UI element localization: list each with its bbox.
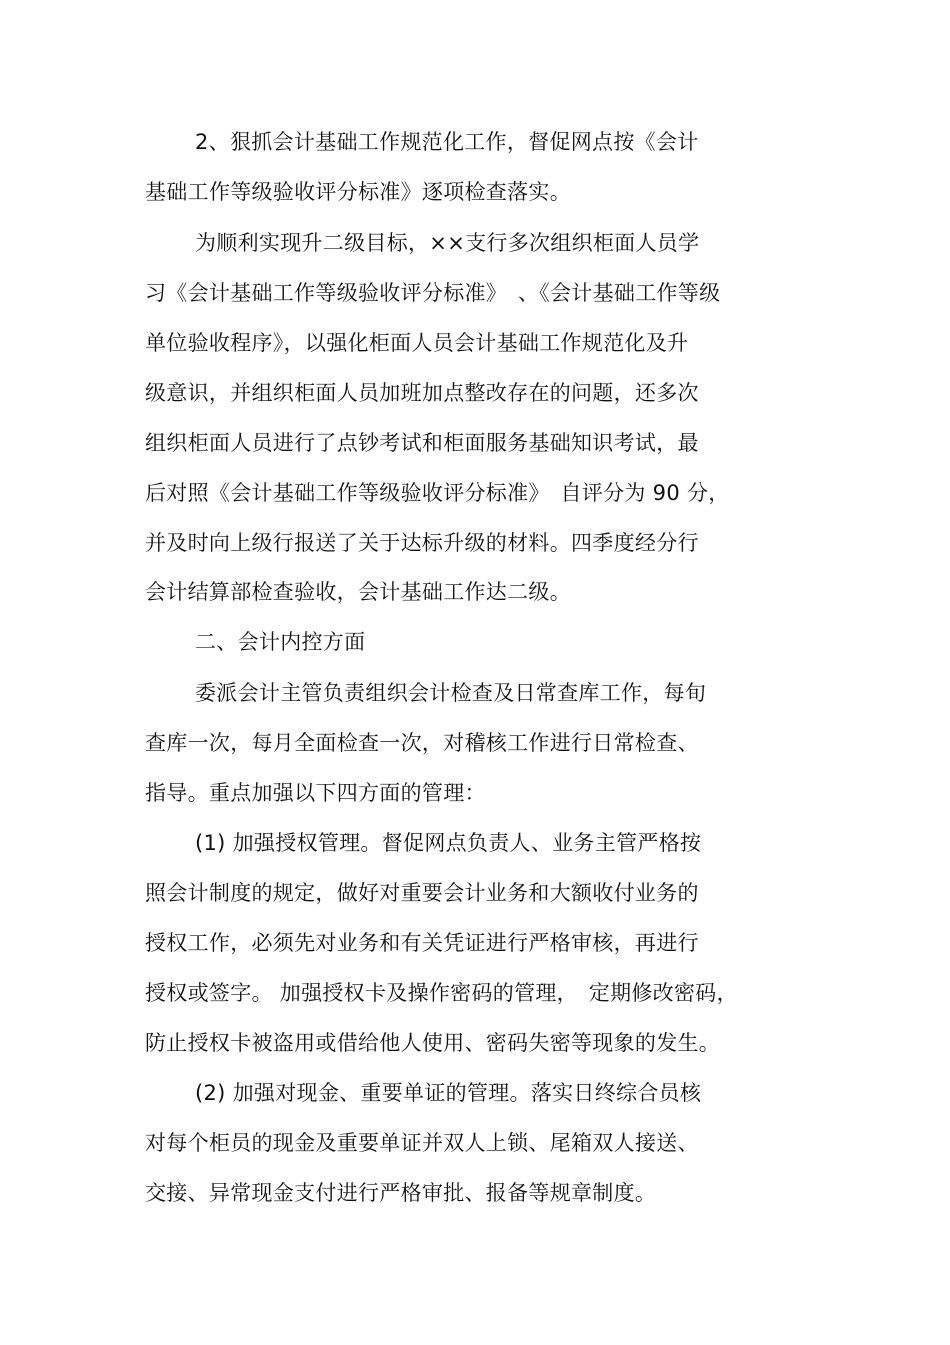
text-line-4: 习《会计基础工作等级验收评分标准》 、《会计基础工作等级 (145, 281, 721, 305)
text-line-8: 后对照《会计基础工作等级验收评分标准》 自评分为 90 分， (145, 481, 730, 505)
text-line-16: 照会计制度的规定，做好对重要会计业务和大额收付业务的 (145, 881, 699, 905)
text-line-2: 基础工作等级验收评分标准》逐项检查落实。 (145, 180, 571, 204)
text-line-20: (2) 加强对现金、重要单证的管理。落实日终综合员核 (195, 1081, 702, 1105)
text-line-22: 交接、异常现金支付进行严格审批、报备等规章制度。 (145, 1181, 657, 1205)
text-line-5: 单位验收程序》，以强化柜面人员会计基础工作规范化及升 (145, 331, 689, 355)
text-line-3: 为顺利实现升二级目标，××支行多次组织柜面人员学 (195, 231, 700, 255)
text-line-7: 组织柜面人员进行了点钞考试和柜面服务基础知识考试，最 (145, 431, 699, 455)
text-line-13: 查库一次，每月全面检查一次，对稽核工作进行日常检查、 (145, 731, 699, 755)
text-line-12: 委派会计主管负责组织会计检查及日常查库工作，每旬 (195, 681, 707, 705)
text-line-21: 对每个柜员的现金及重要单证并双人上锁、尾箱双人接送、 (145, 1131, 699, 1155)
text-line-19: 防止授权卡被盗用或借给他人使用、密码失密等现象的发生。 (145, 1031, 721, 1055)
text-line-1: 2、狠抓会计基础工作规范化工作，督促网点按《会计 (195, 130, 699, 154)
text-line-9: 并及时向上级行报送了关于达标升级的材料。四季度经分行 (145, 531, 699, 555)
text-line-14: 指导。重点加强以下四方面的管理： (145, 781, 486, 805)
text-line-6: 级意识，并组织柜面人员加班加点整改存在的问题，还多次 (145, 381, 699, 405)
text-line-18: 授权或签字。 加强授权卡及操作密码的管理， 定期修改密码， (145, 981, 738, 1005)
text-line-10: 会计结算部检查验收，会计基础工作达二级。 (145, 580, 571, 604)
text-line-15: (1) 加强授权管理。督促网点负责人、业务主管严格按 (195, 831, 702, 855)
section-heading: 二、会计内控方面 (195, 630, 366, 654)
text-line-17: 授权工作，必须先对业务和有关凭证进行严格审核，再进行 (145, 931, 699, 955)
